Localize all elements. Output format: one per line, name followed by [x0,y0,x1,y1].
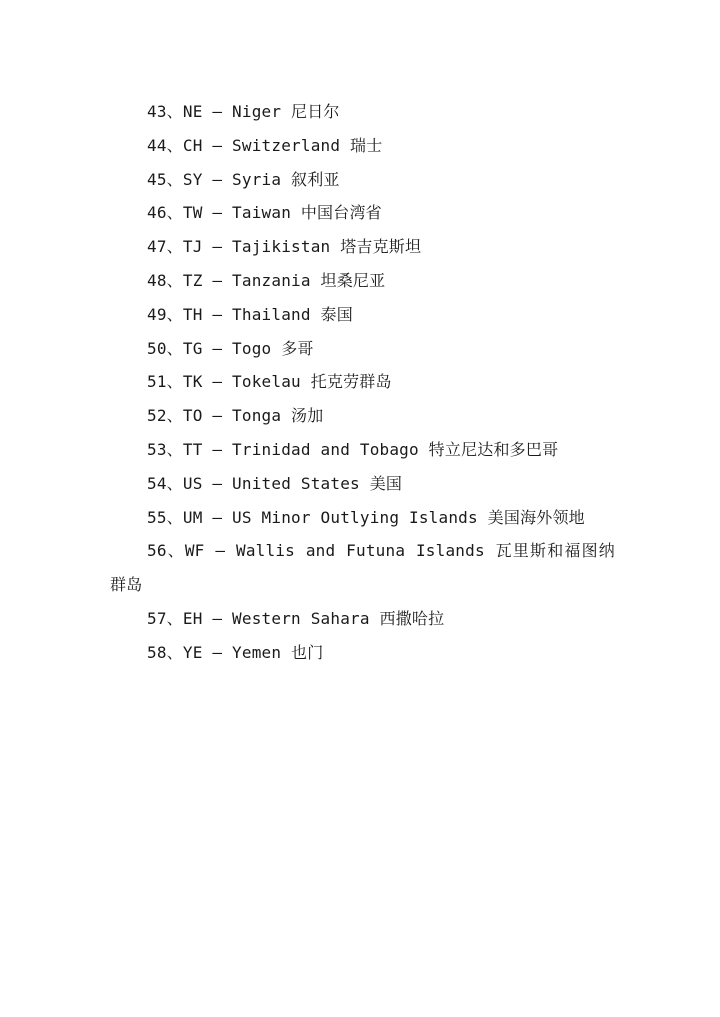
list-item: 53、TT — Trinidad and Tobago 特立尼达和多巴哥 [147,439,559,459]
list-item: 56、WF — Wallis and Futuna Islands 瓦里斯和福图纳群岛 [110,541,615,595]
list-item: 44、CH — Switzerland 瑞士 [147,135,383,155]
list-item: 57、EH — Western Sahara 西撒哈拉 [147,608,445,628]
country-code-list [110,95,615,670]
list-item: 55、UM — US Minor Outlying Islands 美国海外领地 [147,507,585,527]
list-item: 47、TJ — Tajikistan 塔吉克斯坦 [147,237,422,257]
list-item: 58、YE — Yemen 也门 [147,642,324,662]
list-item: 52、TO — Tonga 汤加 [147,406,324,426]
list-item: 50、TG — Togo 多哥 [147,338,314,358]
list-item: 54、US — United States 美国 [147,473,403,493]
list-item: 45、SY — Syria 叙利亚 [147,169,340,189]
list-item: 49、TH — Thailand 泰国 [147,304,353,324]
list-item: 46、TW — Taiwan 中国台湾省 [147,203,382,223]
list-item: 48、TZ — Tanzania 坦桑尼亚 [147,270,386,290]
list-item: 51、TK — Tokelau 托克劳群岛 [147,372,392,392]
list-item: 43、NE — Niger 尼日尔 [147,102,340,121]
